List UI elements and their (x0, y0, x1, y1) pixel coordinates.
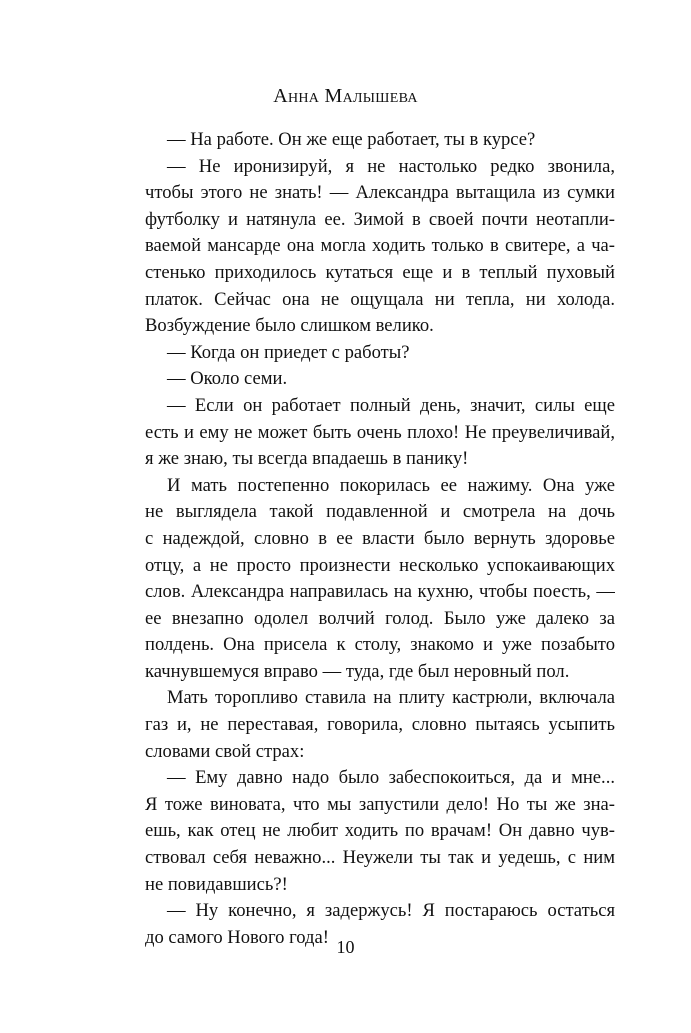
text-line: — Ему давно надо было забеспокоиться, да и мне... (167, 767, 615, 789)
paragraph (145, 393, 615, 473)
text-line: — Около семи. (167, 368, 288, 390)
text-line: ствовал себя неважно... Неужели ты так и уедешь, с ним (145, 847, 615, 869)
body-text (145, 127, 615, 951)
text-line: до самого Нового года! (145, 926, 329, 948)
text-line: слов. Александра направилась на кухню, чтобы поесть, — (145, 581, 615, 603)
page-number: 10 (336, 937, 355, 957)
text-line: — Если он работает полный день, значит, силы еще (167, 394, 615, 416)
text-line: платок. Сейчас она не ощущала ни тепла, ни холода. (145, 288, 615, 310)
text-line: отцу, а не просто произнести несколько успокаивающих (145, 554, 615, 576)
text-line: ешь, как отец не любит ходить по врачам! Он давно чув- (145, 820, 615, 842)
text-line: Я тоже виновата, что мы запустили дело! Но ты же зна- (145, 793, 615, 815)
text-line: И мать постепенно покорилась ее нажиму. Она уже (167, 474, 615, 496)
text-line: полдень. Она присела к столу, знакомо и уже позабыто (145, 634, 615, 656)
text-line: — На работе. Он же еще работает, ты в курсе? (167, 129, 536, 150)
text-line: качнувшемуся вправо — туда, где был неровный пол. (145, 660, 570, 682)
running-header: Анна Малышева (273, 85, 418, 107)
paragraph (145, 685, 615, 765)
text-line: ваемой мансарде она могла ходить только в свитере, а ча- (145, 235, 615, 257)
text-line: не выглядела такой подавленной и смотрела на дочь (145, 501, 615, 523)
paragraph (145, 340, 615, 367)
paragraph (145, 366, 615, 393)
paragraph (145, 127, 615, 154)
text-line: Мать торопливо ставила на плиту кастрюли, включала (167, 687, 615, 709)
text-line: я же знаю, ты всегда впадаешь в панику! (145, 448, 469, 470)
text-line: словами свой страх: (145, 740, 305, 762)
text-line: — Не иронизируй, я не настолько редко звонила, (167, 155, 615, 177)
text-line: чтобы этого не знать! — Александра вытащила из сумки (145, 182, 615, 204)
paragraph (145, 765, 615, 898)
text-line: есть и ему не может быть очень плохо! Не преувеличивай, (145, 421, 615, 443)
text-line: газ и, не переставая, говорила, словно пытаясь усыпить (145, 714, 615, 736)
text-line: не повидавшись?! (145, 873, 288, 895)
text-line: футболку и натянула ее. Зимой в своей почти неотапли- (145, 208, 615, 230)
text-line: — Когда он приедет с работы? (167, 341, 410, 363)
text-line: ее внезапно одолел волчий голод. Было уже далеко за (145, 607, 615, 629)
paragraph (145, 154, 615, 340)
text-line: стенько приходилось кутаться еще и в теплый пуховый (145, 261, 615, 283)
paragraph (145, 473, 615, 686)
text-line: с надеждой, словно в ее власти было вернуть здоровье (145, 527, 615, 549)
text-line: — Ну конечно, я задержусь! Я постараюсь остаться (167, 900, 615, 922)
text-line: Возбуждение было слишком велико. (145, 315, 434, 337)
